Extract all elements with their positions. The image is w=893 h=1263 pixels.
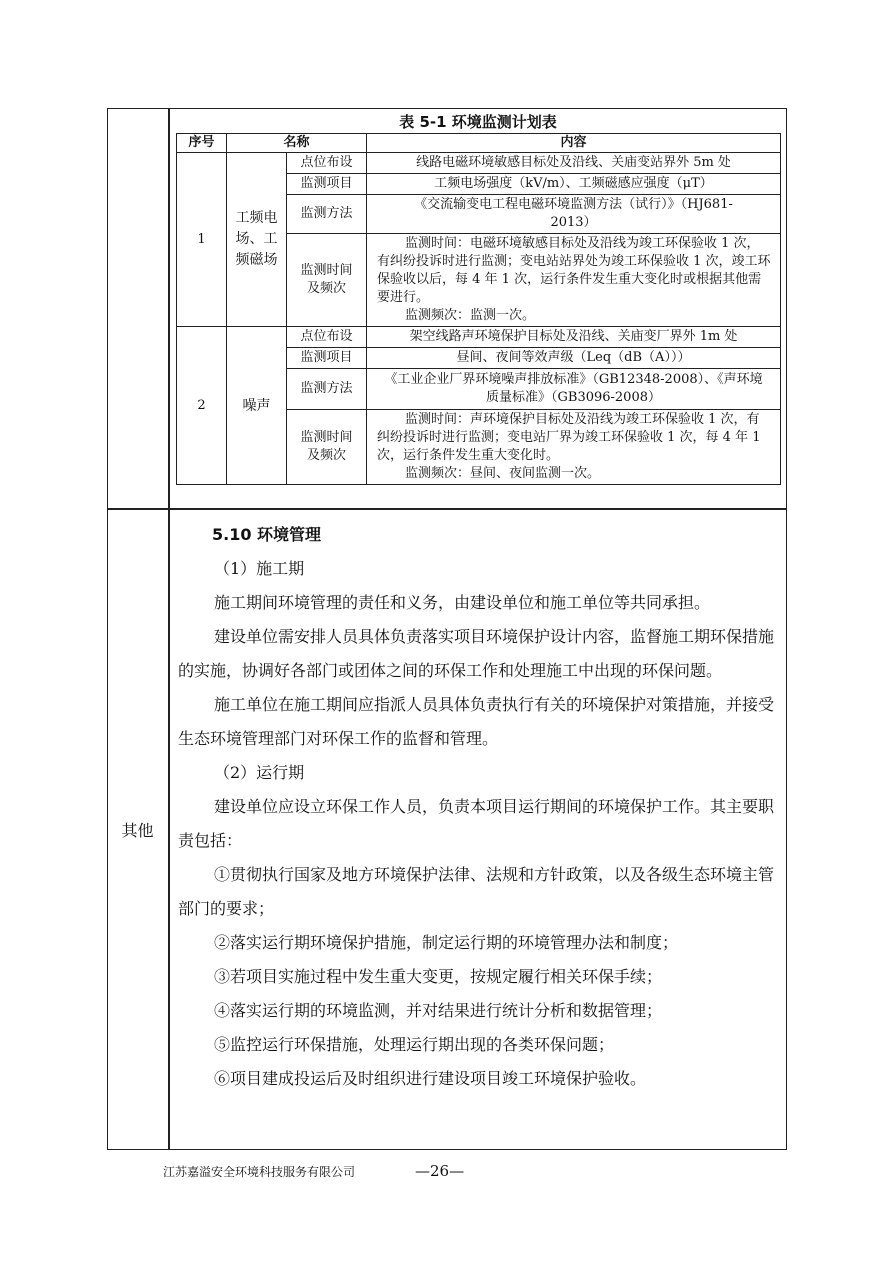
table-row [177,327,781,348]
row-item: 监测方法 [287,195,367,234]
group-name: 工频电场、工频磁场 [227,153,287,327]
list-item: ②落实运行期环境保护措施，制定运行期的环境管理办法和制度； [214,933,679,952]
paragraph: 施工期间环境管理的责任和义务，由建设单位和施工单位等共同承担。 [214,593,711,612]
header-content: 内容 [367,134,781,153]
row-item: 监测项目 [287,348,367,369]
list-item: ⑤监控运行环保措施，处理运行期出现的各类环保问题； [214,1035,615,1054]
subsection-operation: （2）运行期 [214,763,305,782]
row-content: 《交流输变电工程电磁环境监测方法（试行）》（HJ681-2013） [367,195,781,234]
side-label-other: 其他 [121,821,154,840]
list-item: ③若项目实施过程中发生重大变更，按规定履行相关环保手续； [214,967,663,986]
group-no: 2 [177,327,227,485]
row-content: 昼间、夜间等效声级（Leq（dB（A））） [367,348,781,369]
group-name: 噪声 [227,327,287,485]
paragraph: 建设单位需安排人员具体负责落实项目环境保护设计内容，监督施工期环保措施的实施，协调好各部门或团体之间的环保工作和处理施工中出现的环保问题。 [178,627,775,680]
row-item: 监测项目 [287,174,367,195]
row-content: 《工业企业厂界环境噪声排放标准》（GB12348-2008）、《声环境质量标准》（GB3096-2008） [367,369,781,410]
row-item: 监测方法 [287,369,367,410]
row-content: 监测时间：声环境保护目标处及沿线为竣工环保验收 1 次，有纠纷投诉时进行监测；变电站厂界为竣工环保验收 1 次，每 4 年 1 次，运行条件发生重大变化时。 [377,412,761,463]
row-content-frequency: 监测频次：昼间、夜间监测一次。 [405,466,601,481]
row-content: 监测时间：电磁环境敏感目标处及沿线为竣工环保验收 1 次，有纠纷投诉时进行监测；变电站站界处为竣工环保验收 1 次，竣工环保验收以后，每 4 年 1 次，运行条件发生重大变化时或根据其他需要进行。 [377,236,771,305]
section-heading: 5.10 环境管理 [212,525,322,544]
footer-company: 江苏嘉溢安全环境科技服务有限公司 [163,1165,356,1179]
row-content: 线路电磁环境敏感目标处及沿线、关庙变站界外 5m 处 [367,153,781,174]
row-content-cell [367,234,781,327]
table-title: 表 5-1 环境监测计划表 [399,113,557,131]
row-content-frequency: 监测频次：监测一次。 [405,308,536,323]
table-row [177,153,781,174]
list-item: ①贯彻执行国家及地方环境保护法律、法规和方针政策，以及各级生态环境主管部门的要求； [178,865,775,918]
page-number: —26— [415,1162,465,1180]
row-content: 架空线路声环境保护目标处及沿线、关庙变厂界外 1m 处 [367,327,781,348]
row-item: 点位布设 [287,153,367,174]
table-header-row [177,134,781,153]
monitoring-table [176,133,781,485]
frame-divider-horizontal [107,508,787,510]
header-no: 序号 [177,134,227,153]
list-item: ④落实运行期的环境监测，并对结果进行统计分析和数据管理； [214,1001,663,1020]
row-content-cell [367,410,781,485]
row-item: 点位布设 [287,327,367,348]
row-content: 工频电场强度（kV/m）、工频磁感应强度（μT） [367,174,781,195]
paragraph: 施工单位在施工期间应指派人员具体负责执行有关的环境保护对策措施，并接受生态环境管理部门对环保工作的监督和管理。 [178,695,775,748]
group-no: 1 [177,153,227,327]
section-content [178,518,778,1096]
paragraph: 建设单位应设立环保工作人员，负责本项目运行期间的环境保护工作。其主要职责包括： [178,797,775,850]
list-item: ⑥项目建成投运后及时组织进行建设项目竣工环境保护验收。 [214,1069,647,1088]
header-name: 名称 [227,134,367,153]
frame-divider-vertical [168,108,170,1150]
subsection-construction: （1）施工期 [214,559,305,578]
row-item: 监测时间及频次 [287,410,367,485]
row-item: 监测时间及频次 [287,234,367,327]
